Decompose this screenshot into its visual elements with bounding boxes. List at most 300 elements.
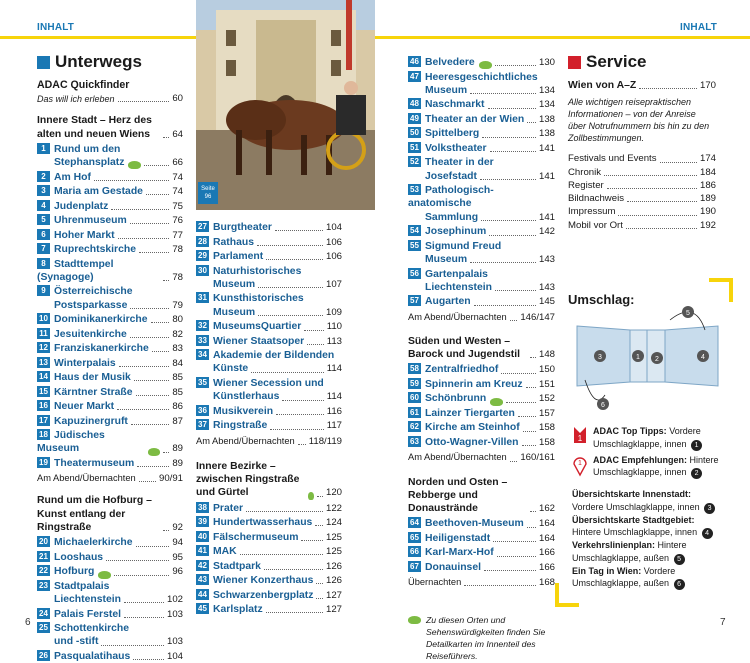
- entry-page: 130: [538, 57, 555, 69]
- entry-number: 22: [37, 565, 50, 576]
- entry-page: 166: [538, 547, 555, 559]
- svg-text:1: 1: [578, 459, 582, 467]
- entry-number: 7: [37, 243, 50, 254]
- toc-entry[interactable]: [408, 127, 555, 140]
- entry-page: 134: [538, 84, 555, 96]
- photo-hofburg-carriage: [196, 0, 375, 210]
- toc-entry[interactable]: [37, 185, 183, 198]
- entry-page: 117: [326, 420, 342, 432]
- entry-page: 85: [172, 386, 183, 398]
- entry-title: Belvedere: [425, 57, 475, 69]
- toc-entry[interactable]: [37, 551, 183, 564]
- entry-title: Beethoven-Museum: [425, 518, 524, 530]
- entry-title: Theater in der: [425, 157, 494, 169]
- entry-page: 95: [172, 551, 183, 563]
- entry-title: Schottenkirche: [54, 623, 130, 634]
- entry-title-cont: Liechtenstein: [425, 281, 492, 293]
- entry-title: Schönbrunn: [425, 393, 487, 405]
- entry-number: 44: [196, 589, 209, 600]
- entry-title: Franziskanerkirche: [54, 343, 149, 355]
- entry-title: Rathaus: [213, 236, 254, 248]
- entry-title: Prater: [213, 502, 244, 514]
- toc-entry[interactable]: [37, 386, 183, 399]
- toc-entry[interactable]: [196, 603, 342, 616]
- entry-page: 122: [325, 502, 342, 514]
- entry-number: 54: [408, 225, 421, 236]
- entry-page: 164: [538, 518, 555, 530]
- entry-title-cont: und -stift: [54, 636, 99, 648]
- map-tip-icon: [408, 616, 421, 624]
- entry-title: Fälschermuseum: [213, 531, 299, 543]
- empfehlung-pin-icon: [572, 454, 588, 476]
- entry-page: 152: [538, 393, 555, 405]
- col3-abend-row[interactable]: Am Abend/Übernachten 146/147: [408, 311, 555, 323]
- toc-entry[interactable]: [408, 184, 555, 224]
- service-entry[interactable]: Bildnachweis 189: [568, 193, 716, 205]
- entry-title: Wiener Secession und: [213, 377, 324, 389]
- top-tipp-icon: [572, 425, 588, 445]
- map-tip-icon: [128, 161, 141, 169]
- toc-entry[interactable]: [408, 113, 555, 126]
- entry-page: 96: [172, 566, 183, 578]
- service-list: [568, 152, 716, 232]
- entry-number: 2: [37, 171, 50, 182]
- entry-title: Josephinum: [425, 226, 487, 238]
- toc-entry[interactable]: [408, 517, 555, 530]
- entry-page: 124: [325, 517, 342, 529]
- toc-entry[interactable]: [196, 516, 342, 529]
- entry-page: 141: [538, 170, 555, 182]
- toc-entry[interactable]: [37, 357, 183, 370]
- entry-number: 57: [408, 295, 421, 306]
- entry-page: 107: [325, 278, 342, 290]
- legend-ein-tag: Ein Tag in Wien: Vordere Umschlagklappe, außen 6: [572, 565, 722, 591]
- service-entry[interactable]: Mobil vor Ort 192: [568, 219, 716, 231]
- entry-title: Hundertwasserhaus: [213, 517, 313, 529]
- toc-entry[interactable]: [196, 531, 342, 544]
- entry-title: Volkstheater: [425, 142, 487, 154]
- toc-entry[interactable]: [196, 419, 342, 432]
- entry-title: Naschmarkt: [425, 99, 485, 111]
- hofburg-list: [37, 536, 183, 663]
- toc-entry[interactable]: [196, 320, 342, 333]
- entry-number: 18: [37, 429, 50, 440]
- entry-title: Zentralfriedhof: [425, 364, 499, 376]
- entry-title: Theatermuseum: [54, 457, 135, 469]
- toc-entry[interactable]: [37, 457, 183, 470]
- toc-entry[interactable]: [408, 225, 555, 238]
- toc-entry[interactable]: [196, 236, 342, 249]
- toc-entry[interactable]: [408, 56, 555, 69]
- service-entry[interactable]: Impressum 190: [568, 206, 716, 218]
- entry-page: 78: [172, 271, 183, 283]
- entry-number: 40: [196, 531, 209, 542]
- entry-page: 110: [326, 321, 342, 333]
- entry-number: 4: [37, 200, 50, 211]
- toc-entry[interactable]: [408, 436, 555, 449]
- entry-title: Musikverein: [213, 405, 274, 417]
- entry-title: Akademie der Bildenden: [213, 350, 335, 362]
- entry-number: 65: [408, 532, 421, 543]
- entry-title: Stadtpalais: [54, 580, 110, 592]
- entry-page: 103: [166, 636, 183, 648]
- entry-number: 67: [408, 561, 421, 572]
- entry-page: 158: [538, 436, 555, 448]
- entry-number: 42: [196, 560, 209, 571]
- entry-title: Michaelerkirche: [54, 537, 133, 549]
- entry-title: Looshaus: [54, 551, 104, 563]
- entry-page: 116: [326, 405, 342, 417]
- entry-number: 36: [196, 405, 209, 416]
- legend-uebersicht-stadtgebiet: Übersichtskarte Stadtgebiet: Hintere Umschlagklappe, innen 4: [572, 514, 722, 540]
- toc-entry[interactable]: [196, 377, 342, 404]
- entry-number: 3: [37, 185, 50, 196]
- entry-title: Ringstraße: [213, 420, 268, 432]
- entry-number: 49: [408, 113, 421, 124]
- entry-number: 24: [37, 608, 50, 619]
- toc-entry[interactable]: [196, 502, 342, 515]
- entry-title-cont: Liechtenstein: [54, 594, 121, 606]
- entry-title: Karl-Marx-Hof: [425, 547, 494, 559]
- entry-number: 1: [37, 143, 50, 154]
- chapter-norden[interactable]: Norden und Osten – Rebberge und Donaustrände 162: [408, 476, 555, 515]
- toc-entry[interactable]: [37, 622, 183, 649]
- entry-number: 6: [37, 229, 50, 240]
- entry-title: Dominikanerkirche: [54, 314, 148, 326]
- entry-page: 89: [172, 443, 183, 455]
- norden-ueber-row[interactable]: Übernachten 168: [408, 577, 555, 589]
- entry-number: 37: [196, 419, 209, 430]
- entry-number: 9: [37, 285, 50, 296]
- map-tip-icon: [148, 448, 160, 456]
- entry-number: 25: [37, 622, 50, 633]
- entry-number: 11: [37, 328, 50, 339]
- entry-number: 55: [408, 240, 421, 251]
- toc-entry[interactable]: [408, 156, 555, 183]
- entry-page: 75: [172, 200, 183, 212]
- entry-title: Jüdisches Museum: [37, 430, 105, 455]
- entry-number: 16: [37, 400, 50, 411]
- toc-column-3: [408, 55, 555, 662]
- entry-title: Wiener Staatsoper: [213, 335, 305, 347]
- entry-title: Pasqualatihaus: [54, 650, 131, 662]
- entry-number: 52: [408, 156, 421, 167]
- left-page: [0, 0, 375, 662]
- toc-entry[interactable]: [37, 143, 183, 170]
- toc-entry[interactable]: [408, 363, 555, 376]
- wieden-list: [408, 56, 555, 308]
- toc-entry[interactable]: [408, 98, 555, 111]
- toc-entry[interactable]: [196, 560, 342, 573]
- service-entry[interactable]: Chronik 184: [568, 166, 716, 178]
- toc-entry[interactable]: [408, 546, 555, 559]
- toc-entry[interactable]: [196, 292, 342, 319]
- entry-title: Burgtheater: [213, 222, 272, 234]
- entry-number: 66: [408, 546, 421, 557]
- toc-column-1: [37, 52, 183, 663]
- service-entry[interactable]: Register 186: [568, 179, 716, 191]
- entry-page: 84: [172, 357, 183, 369]
- toc-entry[interactable]: [37, 171, 183, 184]
- entry-page: 77: [172, 229, 183, 241]
- entry-number: 19: [37, 457, 50, 468]
- chapter-sueden[interactable]: Süden und Westen – Barock und Jugendstil 148: [408, 335, 555, 361]
- section-heading-unterwegs: Unterwegs: [37, 52, 183, 72]
- entry-number: 38: [196, 502, 209, 513]
- entry-page: 127: [325, 604, 342, 616]
- service-column: [568, 52, 716, 307]
- entry-page: 114: [326, 391, 342, 403]
- innere-abend-row[interactable]: Am Abend/Übernachten 90/91: [37, 473, 183, 485]
- toc-entry[interactable]: [408, 142, 555, 155]
- toc-entry[interactable]: [37, 313, 183, 326]
- entry-page: 151: [538, 378, 555, 390]
- entry-title: Neuer Markt: [54, 401, 115, 413]
- map-tip-icon: [490, 398, 503, 406]
- cover-diagram: [575, 300, 720, 415]
- diagram-label-4: 4: [701, 354, 705, 361]
- diagram-label-6: 6: [601, 402, 605, 409]
- section-heading-service: Service: [568, 52, 716, 72]
- toc-entry[interactable]: [196, 405, 342, 418]
- entry-title: Pathologisch-anatomische: [408, 185, 494, 210]
- norden-list: [408, 517, 555, 574]
- entry-title: Lainzer Tiergarten: [425, 407, 515, 419]
- entry-title: Augarten: [425, 296, 471, 308]
- toc-entry[interactable]: [37, 243, 183, 256]
- toc-entry[interactable]: [408, 561, 555, 574]
- entry-title-cont: Künstlerhaus: [213, 391, 280, 403]
- chapter-wien-a-z[interactable]: Wien von A–Z 170: [568, 80, 716, 91]
- entry-number: 45: [196, 603, 209, 614]
- entry-number: 29: [196, 250, 209, 261]
- toc-entry[interactable]: [196, 574, 342, 587]
- toc-entry[interactable]: [196, 265, 342, 292]
- entry-number: 43: [196, 574, 209, 585]
- toc-entry[interactable]: [408, 407, 555, 420]
- entry-number: 23: [37, 580, 50, 591]
- toc-entry[interactable]: [196, 349, 342, 376]
- entry-number: 30: [196, 265, 209, 276]
- entry-title: Otto-Wagner-Villen: [425, 436, 519, 448]
- entry-title: Hoher Markt: [54, 229, 115, 241]
- diagram-label-3: 3: [598, 354, 602, 361]
- toc-entry[interactable]: [196, 335, 342, 348]
- right-page: [375, 0, 750, 662]
- toc-entry[interactable]: [408, 295, 555, 308]
- entry-page: 106: [325, 236, 342, 248]
- entry-page: 102: [166, 594, 183, 606]
- toc-entry[interactable]: [37, 200, 183, 213]
- entry-page: 104: [325, 222, 342, 234]
- entry-title: Hofburg: [54, 566, 95, 578]
- entry-title: Heeresgeschichtliches: [425, 71, 538, 83]
- entry-number: 41: [196, 545, 209, 556]
- entry-number: 14: [37, 371, 50, 382]
- corner-mark-top: [709, 278, 733, 302]
- toc-entry[interactable]: [37, 258, 183, 285]
- entry-page: 87: [172, 415, 183, 427]
- entry-number: 10: [37, 313, 50, 324]
- yellow-rule-right: [375, 36, 750, 39]
- entry-title: Winterpalais: [54, 357, 116, 369]
- toc-entry[interactable]: [37, 415, 183, 428]
- entry-page: 114: [326, 363, 342, 375]
- bezirke-list: [196, 502, 342, 617]
- toc-entry[interactable]: [408, 392, 555, 405]
- entry-number: 39: [196, 516, 209, 527]
- blue-square-icon: [37, 56, 50, 69]
- quickfinder-row[interactable]: Das will ich erleben 60: [37, 93, 183, 105]
- toc-entry[interactable]: [37, 400, 183, 413]
- entry-page: 143: [538, 254, 555, 266]
- entry-title: Maria am Gestade: [54, 186, 143, 198]
- entry-title: Kärntner Straße: [54, 386, 133, 398]
- diagram-label-2: 2: [655, 356, 659, 363]
- entry-page: 79: [172, 299, 183, 311]
- entry-title: Kirche am Steinhof: [425, 422, 520, 434]
- entry-number: 64: [408, 517, 421, 528]
- entry-title: Schwarzenbergplatz: [213, 589, 314, 601]
- toc-entry[interactable]: [196, 250, 342, 263]
- yellow-rule-left: [0, 36, 196, 39]
- entry-title: Stadtpark: [213, 560, 261, 572]
- quickfinder-title: ADAC Quickfinder: [37, 79, 130, 91]
- wien-a-z-note: Alle wichtigen reisepraktischen Informationen – von der Anreise über Notrufnummern bis hin zu den Zollbestimmungen.: [568, 97, 710, 144]
- toc-entry[interactable]: [37, 342, 183, 355]
- toc-entry[interactable]: [196, 221, 342, 234]
- diagram-label-1: 1: [636, 354, 640, 361]
- toc-entry[interactable]: [37, 608, 183, 621]
- entry-title: Karlsplatz: [213, 604, 263, 616]
- entry-title: Spinnerin am Kreuz: [425, 378, 523, 390]
- entry-page: 94: [172, 537, 183, 549]
- toc-entry[interactable]: [408, 240, 555, 267]
- entry-number: 46: [408, 56, 421, 67]
- entry-page: 104: [166, 650, 183, 662]
- entry-number: 15: [37, 386, 50, 397]
- entry-title-cont: Stephansplatz: [54, 157, 125, 169]
- entry-page: 125: [325, 531, 342, 543]
- service-entry[interactable]: Festivals und Events 174: [568, 153, 716, 165]
- red-square-icon: [568, 56, 581, 69]
- entry-number: 53: [408, 184, 421, 195]
- entry-page: 138: [538, 113, 555, 125]
- toc-entry[interactable]: [37, 429, 183, 456]
- entry-number: 5: [37, 214, 50, 225]
- toc-entry[interactable]: [37, 536, 183, 549]
- entry-number: 13: [37, 357, 50, 368]
- ring-list: [196, 221, 342, 432]
- entry-title: Theater an der Wien: [425, 113, 525, 125]
- toc-entry[interactable]: [37, 371, 183, 384]
- page-number-right: 7: [720, 617, 726, 628]
- ring-abend-row[interactable]: Am Abend/Übernachten 118/119: [196, 435, 342, 447]
- entry-page: 166: [538, 561, 555, 573]
- toc-entry[interactable]: [408, 71, 555, 98]
- toc-entry[interactable]: [196, 545, 342, 558]
- entry-title: Naturhistorisches: [213, 265, 302, 277]
- entry-page: 78: [172, 244, 183, 256]
- entry-page: 125: [325, 546, 342, 558]
- entry-page: 127: [325, 589, 342, 601]
- entry-number: 51: [408, 142, 421, 153]
- entry-title-cont: Museum: [425, 84, 468, 96]
- toc-entry[interactable]: [37, 565, 183, 578]
- entry-page: 66: [172, 157, 183, 169]
- entry-title: MuseumsQuartier: [213, 321, 302, 333]
- toc-entry[interactable]: [37, 328, 183, 341]
- sueden-list: [408, 363, 555, 449]
- toc-entry[interactable]: [408, 421, 555, 434]
- toc-entry[interactable]: [196, 589, 342, 602]
- entry-page: 142: [538, 226, 555, 238]
- entry-title-cont: Museum: [213, 306, 256, 318]
- chapter-hofburg[interactable]: Rund um die Hofburg – Kunst entlang der Ringstraße 92: [37, 495, 183, 533]
- toc-entry[interactable]: [408, 378, 555, 391]
- entry-title: MAK: [213, 546, 237, 558]
- toc-entry[interactable]: [37, 214, 183, 227]
- entry-title-cont: Postsparkasse: [54, 299, 128, 311]
- page-badge: Seite 96: [198, 182, 218, 204]
- entry-title: Parlament: [213, 251, 264, 263]
- entry-page: 82: [172, 328, 183, 340]
- tip-note: Zu diesen Orten und Sehenswürdigkeiten finden Sie Detailkarten im Innenteil des Reiseführers.: [408, 614, 555, 662]
- toc-entry[interactable]: [37, 229, 183, 242]
- innere-stadt-list: [37, 143, 183, 470]
- map-tip-icon: [308, 492, 314, 500]
- entry-page: 103: [166, 608, 183, 620]
- entry-title: Haus der Musik: [54, 372, 131, 384]
- entry-number: 34: [196, 349, 209, 360]
- entry-number: 26: [37, 650, 50, 661]
- entry-page: 86: [172, 401, 183, 413]
- entry-page: 164: [538, 532, 555, 544]
- entry-title: Donauinsel: [425, 561, 482, 573]
- entry-number: 60: [408, 392, 421, 403]
- toc-entry[interactable]: [37, 580, 183, 607]
- page-number-left: 6: [25, 617, 31, 628]
- entry-title: Gartenpalais: [425, 268, 488, 280]
- entry-page: 158: [538, 422, 555, 434]
- chapter-innere-stadt[interactable]: Innere Stadt – Herz des alten und neuen Wiens 64: [37, 115, 183, 140]
- legend-uebersicht-innenstadt: Übersichtskarte Innenstadt: Vordere Umschlagklappe, innen 3: [572, 488, 722, 514]
- entry-title: Kunsthistorisches: [213, 293, 304, 305]
- toc-entry[interactable]: [408, 532, 555, 545]
- entry-page: 74: [172, 186, 183, 198]
- entry-page: 150: [538, 364, 555, 376]
- legend-top-tipps: 1 ADAC Top Tipps: Vordere Umschlagklappe, innen 1: [572, 425, 722, 451]
- entry-page: 80: [172, 314, 183, 326]
- entry-page: 74: [172, 171, 183, 183]
- entry-number: 27: [196, 221, 209, 232]
- entry-number: 12: [37, 342, 50, 353]
- toc-entry[interactable]: [408, 268, 555, 295]
- toc-entry[interactable]: [37, 285, 183, 312]
- entry-number: 33: [196, 335, 209, 346]
- entry-number: 48: [408, 98, 421, 109]
- entry-number: 62: [408, 421, 421, 432]
- chapter-innere-bezirke[interactable]: Innere Bezirke – zwischen Ringstraße und Gürtel 120: [196, 460, 342, 499]
- entry-page: 76: [172, 215, 183, 227]
- entry-page: 157: [538, 407, 555, 419]
- entry-title: Jesuitenkirche: [54, 328, 127, 340]
- sueden-abend-row[interactable]: Am Abend/Übernachten 160/161: [408, 452, 555, 464]
- entry-page: 134: [538, 99, 555, 111]
- entry-page: 109: [325, 306, 342, 318]
- entry-title: Uhrenmuseum: [54, 215, 127, 227]
- toc-entry[interactable]: [37, 650, 183, 663]
